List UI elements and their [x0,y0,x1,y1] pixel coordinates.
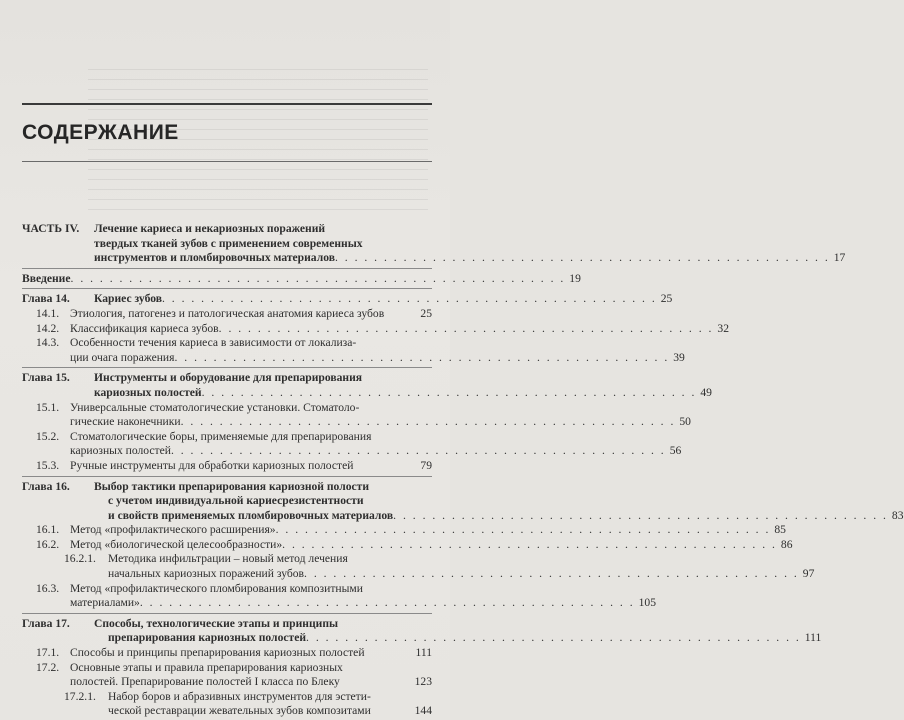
part-number: ЧАСТЬ IV. [22,222,80,235]
toc-section[interactable]: 15.3. Ручные инструменты для обработки кариозных полостей 79 [36,458,432,472]
toc-chapter-16[interactable]: Глава 16. Выбор тактики препарирования кариозной полости с учетом индивидуальной кариесрезистентности и свойств применяемых пломбировочных материалов . . . 83 [22,480,432,524]
divider [22,476,432,477]
divider [22,367,432,368]
toc-chapter-17[interactable]: Глава 17. Способы, технологические этапы и принципы препарирования кариозных полостей . . . 111 [22,617,432,646]
page-title: СОДЕРЖАНИЕ [22,121,179,144]
toc-subsection[interactable]: 17.2.1. Набор боров и абразивных инструментов для эстети- ческой реставрации жевательных зубов композитами 144 [64,689,432,718]
toc-chapter-14[interactable]: Глава 14. Кариес зубов . . . 25 [22,292,432,307]
page-number: 17 [833,251,846,265]
toc-intro-entry[interactable]: Введение . . . 19 [22,272,432,287]
toc-section[interactable]: 16.2. Метод «биологической целесообразности» . . . 86 [22,538,432,553]
heading-rule [22,161,432,162]
toc-section[interactable]: 16.1. Метод «профилактического расширения» . . . 85 [22,523,432,538]
toc-section[interactable]: 14.1. Этиология, патогенез и патологическая анатомия кариеса зубов 25 [36,306,432,320]
page-number: 25 [660,292,673,306]
toc-section[interactable]: 14.2. Классификация кариеса зубов . . . 32 [22,322,432,337]
toc-section[interactable]: 15.2. Стоматологические боры, применяемые для препарирования кариозных полостей . . . 56 [22,430,432,459]
table-of-contents [22,222,904,719]
toc-section[interactable]: 14.3. Особенности течения кариеса в зависимости от локализа- ции очага поражения . . . 39 [22,336,432,365]
toc-section[interactable]: 17.2. Основные этапы и правила препарирования кариозных полостей. Препарирование полостей I класса по Блеку 123 [36,660,432,689]
toc-section[interactable]: 17.1. Способы и принципы препарирования кариозных полостей 111 [36,646,432,660]
divider [22,613,432,614]
toc-chapter-15[interactable]: Глава 15. Инструменты и оборудование для препарирования кариозных полостей . . . 49 [22,371,432,400]
page-number: 19 [569,271,581,285]
toc-part-entry[interactable]: ЧАСТЬ IV. Лечение кариеса и некариозных поражений твердых тканей зубов с применением современных инструментов и пломбировочных материалов . . . 17 [22,222,432,266]
divider [22,288,432,289]
toc-section[interactable]: 15.1. Универсальные стоматологические установки. Стоматоло- гические наконечники . . . 50 [22,401,432,430]
top-rule [22,103,432,105]
toc-subsection[interactable]: 16.2.1. Методика инфильтрации – новый метод лечения начальных кариозных поражений зубов . . . 97 [22,552,432,581]
divider [22,268,432,269]
toc-section[interactable]: 16.3. Метод «профилактического пломбирования композитными материалами» . . . 105 [22,582,432,611]
